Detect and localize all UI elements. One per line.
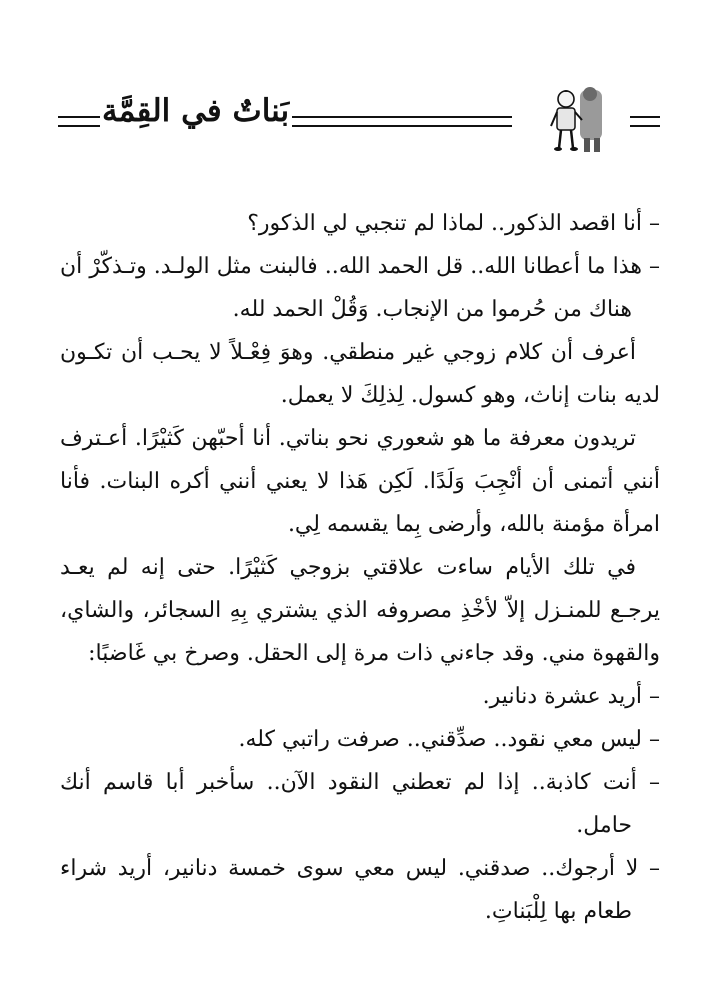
dialogue-line: – هذا ما أعطانا الله.. قل الحمد الله.. فالبنت مثل الولـد. وتـذكّرْ أن هناك من حُرموا من الإنجاب. وَقُلْ الحمد لله. <box>60 254 660 322</box>
dialogue-line: – أنا اقصد الذكور.. لماذا لم تنجبي لي الذكور؟ <box>247 211 660 236</box>
book-title: بَناتٌ في القِمَّة <box>102 93 290 129</box>
paragraph: في تلك الأيام ساءت علاقتي بزوجي كَثيْرًا. حتى إنه لم يعـد يرجـع للمنـزل إلاّ لأخْذِ مصروفه الذي يشتري بِهِ السجائر، والشاي، والقهوة مني. وقد جاءني ذات مرة إلى الحقل. وصرخ بي غَاضبًا: <box>60 555 660 666</box>
header-rule-right <box>630 116 660 127</box>
children-illustration <box>540 82 610 154</box>
dialogue-line: – أنت كاذبة.. إذا لم تعطني النقود الآن.. سأخبر أبا قاسم أنك حامل. <box>60 770 660 838</box>
dialogue-line: – لا أرجوك.. صدقني. ليس معي سوى خمسة دنانير، أريد شراء طعام بها لِلْبَناتِ. <box>60 856 660 924</box>
running-header <box>58 82 660 152</box>
paragraph: تريدون معرفة ما هو شعوري نحو بناتي. أنا أحبّهن كَثيْرًا. أعـترف أنني أتمنى أن أنْجِبَ وَلَدًا. لَكِن هَذا لا يعني أنني أكره البنات. فأنا امرأة مؤمنة بالله، وأرضى بِما يقسمه لِي. <box>60 426 660 537</box>
paragraph: أعرف أن كلام زوجي غير منطقي. وهوَ فِعْـلاً لا يحـب أن تكـون لديه بنات إناث، وهو كسول. لِذلِكَ لا يعمل. <box>60 340 660 408</box>
dialogue-line: – أريد عشرة دنانير. <box>482 684 660 709</box>
header-rule-left <box>58 116 100 127</box>
header-rule-middle <box>292 116 512 127</box>
page-body <box>60 202 660 933</box>
dialogue-line: – ليس معي نقود.. صدِّقني.. صرفت راتبي كله. <box>238 727 660 752</box>
